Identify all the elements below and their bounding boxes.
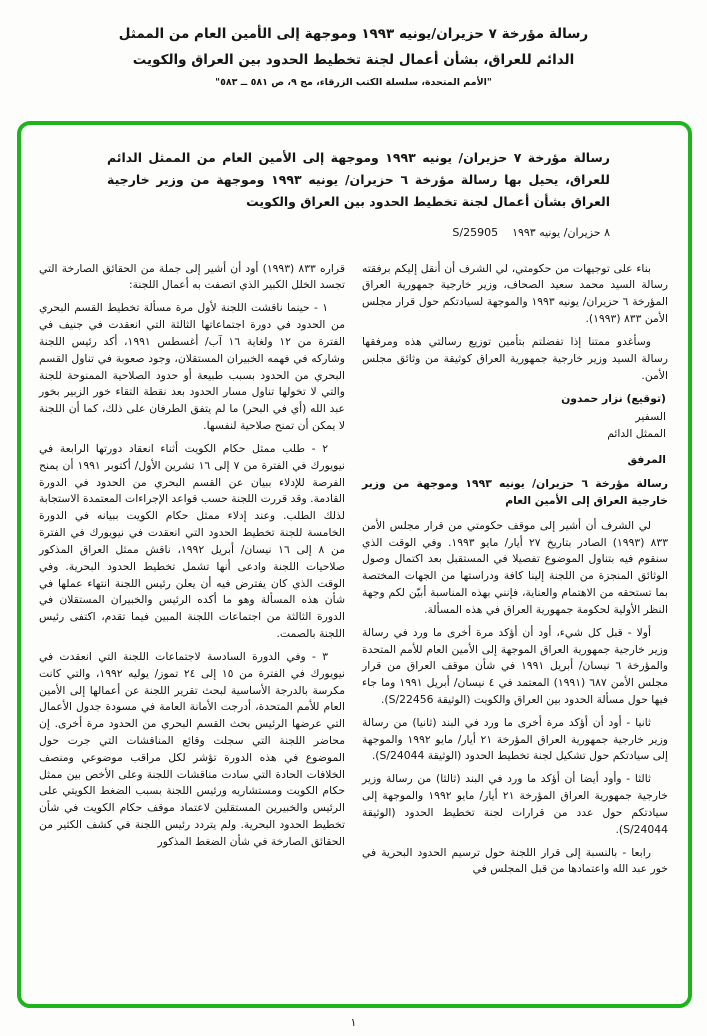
document-symbol: S/25905 (452, 225, 499, 239)
enclosure-item-fourth: رابعا - بالنسبة إلى قرار اللجنة حول ترسيم الحدود البحرية في خور عبد الله واعتمادها من قبل المجلس في (362, 845, 668, 876)
enclosure-item-first: أولا - قبل كل شيء، أود أن أؤكد مرة أخرى ما ورد في رسالة وزير خارجية جمهورية العراق الموجهة إلى الأمين العام للأمم المتحدة والمؤرخة ٦ نيسان/ أبريل ١٩٩١ في شأن موقف العراق من قرار مجلس الأمن ٦٨٧ (١٩٩١) المعتمد في ٤ نيسان/ أبريل ١٩٩١ وما جاء فيها حول مسألة الحدود بين العراق والكويت (الوثيقة S/22456). (362, 625, 668, 706)
enclosure-item-second: ثانيا - أود أن أؤكد مرة أخرى ما ورد في البند (ثانيا) من رسالة وزير خارجية جمهورية العراق المؤرخة ٢١ أيار/ مايو ١٩٩٢ والموجهة إلى سيادتكم حول تشكيل لجنة تخطيط الحدود (الوثيقة S/24044). (362, 715, 668, 763)
caption-line-2: الدائم للعراق، بشأن أعمال لجنة تخطيط الحدود بين العراق والكويت (132, 51, 575, 68)
signature-block (362, 390, 666, 442)
letter-frame (17, 121, 692, 1008)
caption-line-1: رسالة مؤرخة ٧ حزيران/يونيه ١٩٩٣ وموجهة إلى الأمين العام من الممثل (118, 26, 589, 42)
letter-paragraph-1: بناء على توجيهات من حكومتي، لي الشرف أن أنقل إليكم برفقته رسالة السيد محمد سعيد الصحاف، وزير خارجية جمهورية العراق المؤرخة ٦ حزيران/ يونيه ١٩٩٣ والموجهة لسيادتكم حول قرار مجلس الأمن ٨٣٣ (١٩٩٣). (362, 261, 669, 326)
continuation-point-2: ٢ - طلب ممثل حكام الكويت أثناء انعقاد دورتها الرابعة في نيويورك في الفترة من ٧ إلى ١٦ تشرين الأول/ أكتوبر ١٩٩١ أن يمنح الفرصة للإدلاء ببيان عن القسم البحري من الحدود في الدورة القادمة. وقد قررت اللجنة حسب قواعد الإجراءات المعتمدة الاستجابة لذلك الطلب. وعند إدلاء ممثل حكام الكويت ببيانه في الدورة الخامسة للجنة تخطيط الحدود التي انعقدت في نيويورك في الفترة من ٨ إلى ١٦ نيسان/ أبريل ١٩٩٢، ناقش ممثل العراق المذكور صلاحيات اللجنة وادعى أنها تشمل تخطيط الحدود البحرية. وفي الوقت الذي كان يفترض فيه أن يعلن رئيس اللجنة انتهاء عملها في شأن هذه المسألة وهو ما أكده الرئيس والخبيران المستقلان في الدورة الثالثة من اجتماعات اللجنة المبين فيما تقدم، اكتفى رئيس اللجنة بالصمت. (39, 441, 346, 641)
continuation-point-3: ٣ - وفي الدورة السادسة لاجتماعات اللجنة التي انعقدت في نيويورك في الفترة من ١٥ إلى ٢٤ تموز/ يوليه ١٩٩٢، والتي كانت مكرسة بالدرجة الأساسية لبحث تقرير اللجنة عن أعمالها إلى الأمين العام للأمم المتحدة، أدرجت الأمانة العامة في مسودة جدول الأعمال التي عرضها الرئيس بحث القسم البحري من الحدود مرة أخرى. إن محاضر اللجنة التي سجلت وقائع المناقشات التي جرت حول الموضوع في هذه الدورة تؤشر لكل مراقب موضوعي ومنصف الخلافات الحادة التي سادت مناقشات اللجنة وعلى الأخص بين ممثل حكام الكويت ومستشاريه ورئيس اللجنة بسبب الضغط الكويتي على الرئيس والخبيرين المستقلين لاعتماد موقف حكام الكويت في شأن تخطيط الحدود البحرية. ولم يتردد رئيس اللجنة في كشف الكثير من الحقائق الصارخة في شأن الضغط المذكور (39, 649, 345, 848)
continuation-paragraph: قراره ٨٣٣ (١٩٩٣) أود أن أشير إلى جملة من الحقائق الصارخة التي تجسد الخلل الكبير الذي اتصفت به أعمال اللجنة: (39, 261, 345, 292)
enclosure-title: رسالة مؤرخة ٦ حزيران/ يونيه ١٩٩٣ وموجهة من وزير خارجية العراق إلى الأمين العام (362, 477, 668, 507)
page-caption (0, 0, 707, 88)
letter-paragraph-2: وسأغدو ممتنا إذا تفضلتم بتأمين توزيع رسالتي هذه ومرفقها رسالة السيد وزير خارجية جمهورية العراق كوثيقة من وثائق مجلس الأمن. (362, 334, 668, 382)
continuation-point-1: ١ - حينما ناقشت اللجنة لأول مرة مسألة تخطيط القسم البحري من الحدود في دورة اجتماعاتها الثالثة التي انعقدت في جنيف في الفترة من ١٢ ولغاية ١٦ آب/ أغسطس ١٩٩١، أكد رئيس اللجنة وشاركه في فهمه الخبيران المستقلان، وجود صعوبة في تناول القسم البحري من الحدود بسبب طبيعة أو حدود الصلاحية الممنوحة للجنة والتي لا تخولها تناول مسار الحدود بعد نقطة التقاء خور الزبير بخور عبد الله (أي في البحر) ما لم يتفق الطرفان على ذلك، كما أن اللجنة لا يمكن أن تمنح صلاحية لنفسها. (39, 301, 345, 433)
signature-role-1: السفير (635, 409, 666, 423)
letter-date: ٨ حزيران/ يونيه ١٩٩٣ (512, 225, 610, 239)
reference-line (39, 226, 610, 239)
column-right (362, 261, 668, 885)
enclosure-heading: المرفق (627, 453, 666, 467)
letter-title: رسالة مؤرخة ٧ حزيران/ يونيه ١٩٩٣ وموجهة إلى الأمين العام من الممثل الدائم للعراق، يحيل بها رسالة مؤرخة ٦ حزيران/ يونيه ١٩٩٣ وموجهة من وزير خارجية العراق بشأن أعمال لجنة تخطيط الحدود بين العراق والكويت (107, 150, 610, 209)
caption-source-line: "الأمم المتحدة، سلسلة الكتب الزرقاء، مج ٩، ص ٥٨١ ــ ٥٨٣" (215, 77, 492, 89)
page-number: ١ (350, 1016, 357, 1029)
two-column-body (39, 261, 668, 885)
column-left (39, 261, 345, 885)
signature-role-2: الممثل الدائم (607, 426, 666, 440)
enclosure-paragraph-1: لي الشرف أن أشير إلى موقف حكومتي من قرار مجلس الأمن ٨٣٣ (١٩٩٣) الصادر بتاريخ ٢٧ أيار/ مايو ١٩٩٣. وفي الوقت الذي سنقوم فيه بتناول الموضوع تفصيلا في المستقبل بعد اكتمال وصول الوثائق المنجزة من اللجنة إلينا كافة ودراستها من الجهات المختصة بما تستحقه من الاهتمام والعناية، فإنني بهذه المناسبة أبيّن لكم وجهة النظر الأولية لحكومة جمهورية العراق في هذه المسألة. (362, 518, 668, 616)
enclosure-item-third: ثالثا - وأود أيضا أن أؤكد ما ورد في البند (ثالثا) من رسالة وزير خارجية جمهورية العراق المؤرخة ٢١ أيار/ مايو ١٩٩٢ والموجهة إلى سيادتكم حول عدد من قرارات لجنة تخطيط الحدود (الوثيقة S/24044). (362, 772, 668, 836)
page-footer (0, 1016, 707, 1029)
signature-name: (توقيع) نزار حمدون (561, 392, 666, 406)
